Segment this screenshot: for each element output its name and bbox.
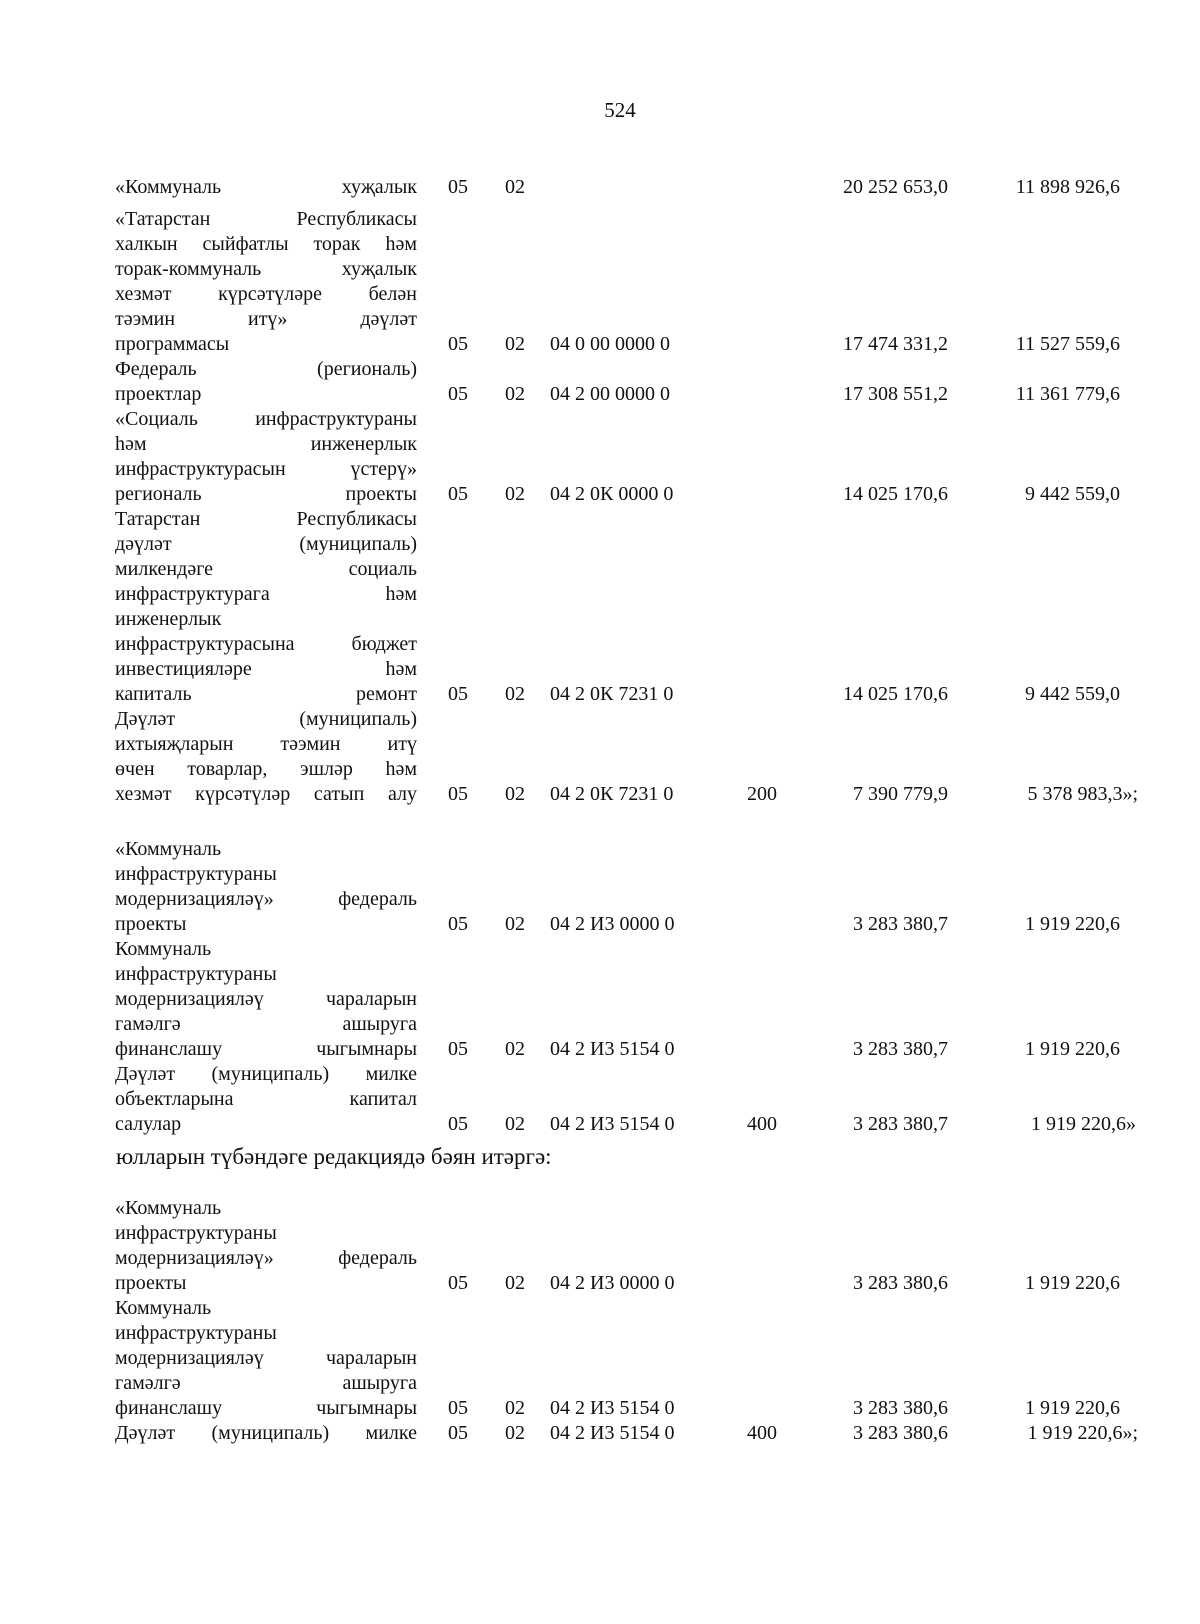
amount-total: 17 308 551,2 bbox=[843, 383, 948, 405]
subsection-code: 02 bbox=[505, 333, 525, 355]
row-description bbox=[115, 407, 417, 507]
description-line: финанслашу чыгымнары bbox=[115, 1397, 417, 1419]
table-row bbox=[0, 1296, 1200, 1421]
description-line: Коммуналь bbox=[115, 938, 212, 960]
target-article-code: 04 2 И3 5154 0 bbox=[550, 1422, 675, 1444]
table-row bbox=[0, 1421, 1200, 1446]
row-description bbox=[115, 707, 417, 807]
subsection-code: 02 bbox=[505, 1397, 525, 1419]
description-line: Дәүләт (муниципаль) милке bbox=[115, 1422, 417, 1444]
amount-federal: 11 898 926,6 bbox=[1015, 176, 1120, 198]
description-line: Дәүләт (муниципаль) милке bbox=[115, 1063, 417, 1085]
section-code: 05 bbox=[448, 1272, 468, 1294]
description-line: инженерлык bbox=[115, 608, 222, 630]
section-code: 05 bbox=[448, 783, 468, 805]
description-line: модернизацияләү чараларын bbox=[115, 1347, 417, 1369]
row-description bbox=[115, 175, 417, 200]
description-line: хезмәт күрсәтүләр сатып алу bbox=[115, 783, 417, 805]
description-line: гамәлгә ашыруга bbox=[115, 1372, 417, 1394]
description-line: проектлар bbox=[115, 383, 202, 405]
description-line: объектларына капитал bbox=[115, 1088, 417, 1110]
description-line: милкендәге социаль bbox=[115, 558, 417, 580]
amount-federal: 1 919 220,6 bbox=[1025, 1397, 1120, 1419]
row-description bbox=[115, 837, 417, 937]
description-line: региональ проекты bbox=[115, 483, 417, 505]
section-code: 05 bbox=[448, 1038, 468, 1060]
section-code: 05 bbox=[448, 483, 468, 505]
table-row bbox=[0, 407, 1200, 507]
amount-total: 3 283 380,6 bbox=[853, 1397, 948, 1419]
row-description bbox=[115, 357, 417, 407]
description-line: Татарстан Республикасы bbox=[115, 508, 417, 530]
description-line: инфраструктураны bbox=[115, 963, 277, 985]
amount-total: 3 283 380,7 bbox=[853, 1038, 948, 1060]
description-line: «Социаль инфраструктураны bbox=[115, 408, 417, 430]
description-line: инвестицияләре һәм bbox=[115, 658, 417, 680]
subsection-code: 02 bbox=[505, 383, 525, 405]
amount-federal: 1 919 220,6» bbox=[1031, 1113, 1136, 1135]
target-article-code: 04 2 И3 0000 0 bbox=[550, 1272, 675, 1294]
description-line: дәүләт (муниципаль) bbox=[115, 533, 417, 555]
description-line: программасы bbox=[115, 333, 230, 355]
amount-federal: 11 361 779,6 bbox=[1015, 383, 1120, 405]
section-code: 05 bbox=[448, 383, 468, 405]
amount-federal: 11 527 559,6 bbox=[1015, 333, 1120, 355]
description-line: проекты bbox=[115, 1272, 187, 1294]
section-code: 05 bbox=[448, 1422, 468, 1444]
description-line: модернизацияләү чараларын bbox=[115, 988, 417, 1010]
amount-federal: 1 919 220,6»; bbox=[1027, 1422, 1138, 1444]
description-line: гамәлгә ашыруга bbox=[115, 1013, 417, 1035]
amount-total: 3 283 380,6 bbox=[853, 1422, 948, 1444]
table-row bbox=[0, 937, 1200, 1062]
target-article-code: 04 2 И3 5154 0 bbox=[550, 1038, 675, 1060]
table-row bbox=[0, 357, 1200, 407]
description-line: инфраструктураны bbox=[115, 863, 277, 885]
description-line: «Коммуналь хуҗалык bbox=[115, 176, 417, 198]
subsection-code: 02 bbox=[505, 176, 525, 198]
description-line: «Коммуналь bbox=[115, 1197, 222, 1219]
target-article-code: 04 2 00 0000 0 bbox=[550, 383, 670, 405]
amount-total: 14 025 170,6 bbox=[843, 683, 948, 705]
description-line: салулар bbox=[115, 1113, 182, 1135]
target-article-code: 04 2 И3 5154 0 bbox=[550, 1113, 675, 1135]
description-line: өчен товарлар, эшләр һәм bbox=[115, 758, 417, 780]
description-line: тәэмин итү» дәүләт bbox=[115, 308, 417, 330]
section-code: 05 bbox=[448, 1113, 468, 1135]
description-line: инфраструктураны bbox=[115, 1222, 277, 1244]
subsection-code: 02 bbox=[505, 783, 525, 805]
amount-federal: 5 378 983,3»; bbox=[1027, 783, 1138, 805]
target-article-code: 04 2 И3 0000 0 bbox=[550, 913, 675, 935]
row-description bbox=[115, 507, 417, 707]
subsection-code: 02 bbox=[505, 1113, 525, 1135]
expense-type-code: 200 bbox=[747, 783, 777, 805]
subsection-code: 02 bbox=[505, 913, 525, 935]
section-code: 05 bbox=[448, 1397, 468, 1419]
table-row bbox=[0, 1062, 1200, 1137]
table-row bbox=[0, 507, 1200, 707]
description-line: инфраструктураны bbox=[115, 1322, 277, 1344]
description-line: хезмәт күрсәтүләре белән bbox=[115, 283, 417, 305]
amount-federal: 1 919 220,6 bbox=[1025, 1038, 1120, 1060]
description-line: ихтыяҗларын тәэмин итү bbox=[115, 733, 417, 755]
row-description bbox=[115, 207, 417, 357]
expense-type-code: 400 bbox=[747, 1422, 777, 1444]
description-line: торак-коммуналь хуҗалык bbox=[115, 258, 417, 280]
table-row bbox=[0, 175, 1200, 200]
target-article-code: 04 0 00 0000 0 bbox=[550, 333, 670, 355]
amount-federal: 9 442 559,0 bbox=[1025, 483, 1120, 505]
amount-federal: 1 919 220,6 bbox=[1025, 913, 1120, 935]
table-row bbox=[0, 207, 1200, 357]
subsection-code: 02 bbox=[505, 1272, 525, 1294]
description-line: «Коммуналь bbox=[115, 838, 222, 860]
description-line: «Татарстан Республикасы bbox=[115, 208, 417, 230]
table-row bbox=[0, 707, 1200, 807]
description-line: Коммуналь bbox=[115, 1297, 212, 1319]
page-number: 524 bbox=[604, 98, 636, 122]
description-line: Федераль (региональ) bbox=[115, 358, 417, 380]
description-line: инфраструктурасын үстерү» bbox=[115, 458, 417, 480]
description-line: инфраструктурага һәм bbox=[115, 583, 417, 605]
description-line: финанслашу чыгымнары bbox=[115, 1038, 417, 1060]
target-article-code: 04 2 0К 7231 0 bbox=[550, 683, 674, 705]
amount-total: 7 390 779,9 bbox=[853, 783, 948, 805]
description-line: Дәүләт (муниципаль) bbox=[115, 708, 417, 730]
description-line: проекты bbox=[115, 913, 187, 935]
row-description bbox=[115, 1296, 417, 1421]
section-code: 05 bbox=[448, 913, 468, 935]
amount-total: 14 025 170,6 bbox=[843, 483, 948, 505]
expense-type-code: 400 bbox=[747, 1113, 777, 1135]
section-code: 05 bbox=[448, 333, 468, 355]
subsection-code: 02 bbox=[505, 683, 525, 705]
amount-total: 3 283 380,7 bbox=[853, 1113, 948, 1135]
section-code: 05 bbox=[448, 683, 468, 705]
subsection-code: 02 bbox=[505, 1422, 525, 1444]
table-row bbox=[0, 837, 1200, 937]
subsection-code: 02 bbox=[505, 1038, 525, 1060]
table-row bbox=[0, 1196, 1200, 1296]
description-line: капиталь ремонт bbox=[115, 683, 417, 705]
amount-total: 3 283 380,6 bbox=[853, 1272, 948, 1294]
row-description bbox=[115, 1196, 417, 1296]
description-line: һәм инженерлык bbox=[115, 433, 417, 455]
amount-total: 17 474 331,2 bbox=[843, 333, 948, 355]
amount-total: 3 283 380,7 bbox=[853, 913, 948, 935]
row-description bbox=[115, 1062, 417, 1137]
amount-total: 20 252 653,0 bbox=[843, 176, 948, 198]
row-description bbox=[115, 1421, 417, 1446]
amendment-sentence: юлларын түбәндәге редакциядә бәян итәргә: bbox=[116, 1144, 552, 1169]
target-article-code: 04 2 И3 5154 0 bbox=[550, 1397, 675, 1419]
description-line: модернизацияләү» федераль bbox=[115, 888, 417, 910]
description-line: халкын сыйфатлы торак һәм bbox=[115, 233, 417, 255]
description-line: инфраструктурасына бюджет bbox=[115, 633, 417, 655]
description-line: модернизацияләү» федераль bbox=[115, 1247, 417, 1269]
target-article-code: 04 2 0К 0000 0 bbox=[550, 483, 674, 505]
amount-federal: 1 919 220,6 bbox=[1025, 1272, 1120, 1294]
amount-federal: 9 442 559,0 bbox=[1025, 683, 1120, 705]
subsection-code: 02 bbox=[505, 483, 525, 505]
row-description bbox=[115, 937, 417, 1062]
target-article-code: 04 2 0К 7231 0 bbox=[550, 783, 674, 805]
section-code: 05 bbox=[448, 176, 468, 198]
